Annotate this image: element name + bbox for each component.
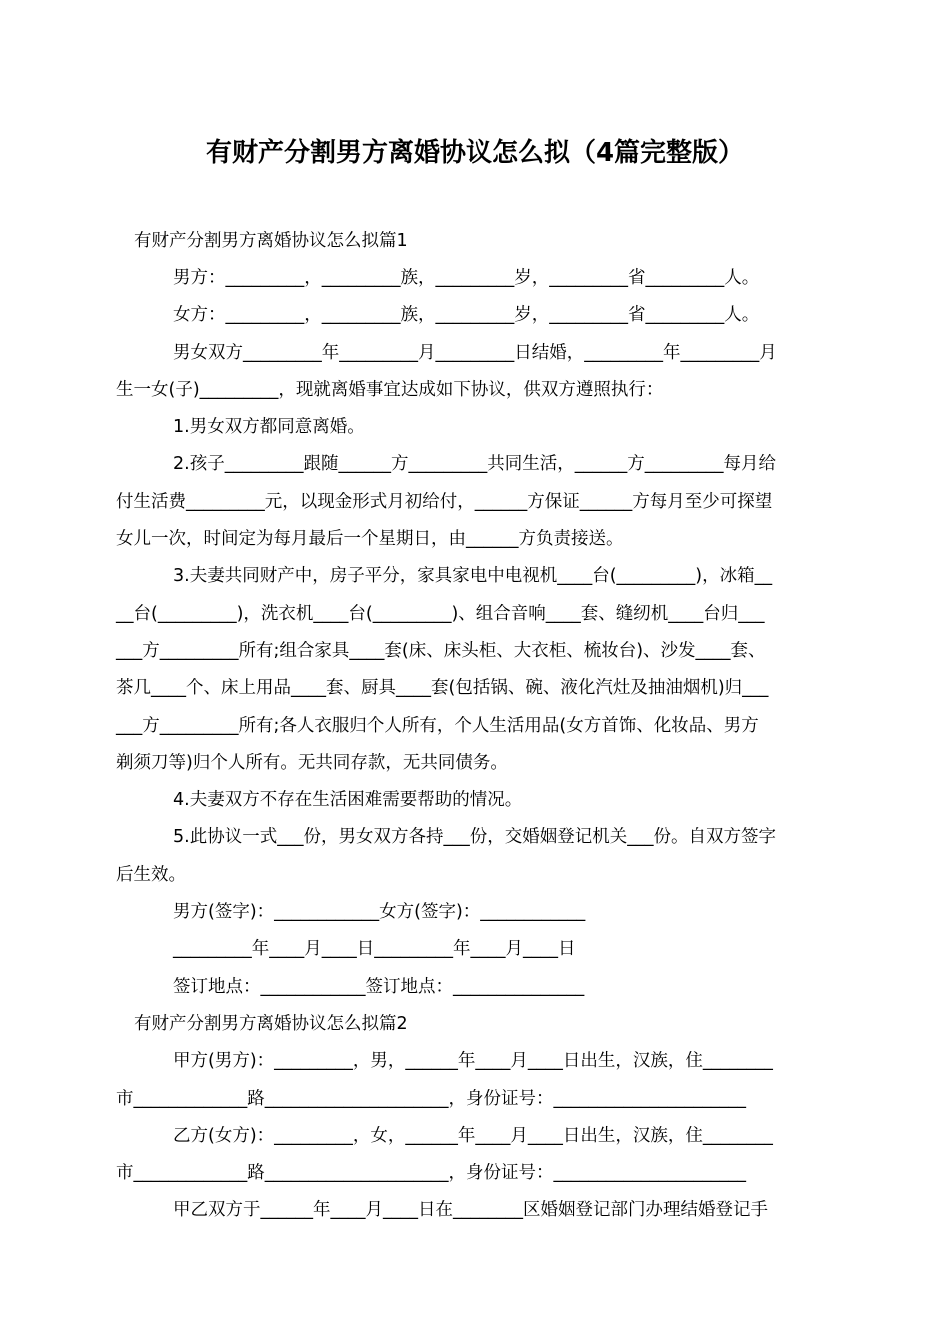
paragraph-line: 女儿一次，时间定为每月最后一个星期日，由______方负责接送。 — [116, 529, 624, 549]
paragraph-line: 剃须刀等)归个人所有。无共同存款，无共同债务。 — [116, 753, 508, 773]
document-title: 有财产分割男方离婚协议怎么拟（4篇完整版） — [205, 138, 745, 168]
paragraph-line: ___方_________所有;各人衣服归个人所有，个人生活用品(女方首饰、化妆品、男方 — [116, 716, 759, 736]
paragraph-line: ___方_________所有;组合家具____套(床、床头柜、大衣柜、梳妆台)、沙发____套、 — [116, 641, 766, 661]
paragraph-line: 3.夫妻共同财产中，房子平分，家具家电中电视机____台(_________)，冰箱__ — [173, 566, 773, 586]
paragraph-line: 市_____________路_____________________，身份证号：______________________ — [116, 1163, 746, 1183]
paragraph-line: 5.此协议一式___份，男女双方各持___份，交婚姻登记机关___份。自双方签字 — [173, 827, 776, 847]
signature-line: 男方(签字)：____________女方(签字)：____________ — [173, 902, 586, 922]
paragraph-line: 女方：_________，_________族，_________岁，_________省_________人。 — [173, 305, 760, 325]
paragraph-line: 市_____________路_____________________，身份证号：______________________ — [116, 1089, 746, 1109]
paragraph-line: __台(_________)，洗衣机____台(_________)、组合音响____套、缝纫机____台归___ — [116, 604, 765, 624]
section-heading-2: 有财产分割男方离婚协议怎么拟篇2 — [134, 1014, 408, 1034]
paragraph-line: 甲乙双方于______年____月____日在________区婚姻登记部门办理结婚登记手 — [173, 1200, 768, 1220]
paragraph-line: 付生活费_________元，以现金形式月初给付，______方保证______方每月至少可探望 — [116, 492, 773, 512]
paragraph-line: 男女双方_________年_________月_________日结婚，_________年_________月 — [173, 343, 777, 363]
paragraph-line: 男方：_________，_________族，_________岁，_________省_________人。 — [173, 268, 760, 288]
section-heading-1: 有财产分割男方离婚协议怎么拟篇1 — [134, 231, 408, 251]
paragraph-line: 后生效。 — [116, 865, 186, 885]
paragraph-line: 生一女(子)_________，现就离婚事宜达成如下协议，供双方遵照执行： — [116, 380, 664, 400]
date-line: _________年____月____日_________年____月____日 — [173, 939, 576, 959]
paragraph-line: 乙方(女方)：_________，女，______年____月____日出生，汉族，住________ — [173, 1126, 773, 1146]
paragraph-line: 1.男女双方都同意离婚。 — [173, 417, 365, 437]
location-line: 签订地点：____________签订地点：_______________ — [173, 977, 585, 997]
paragraph-line: 4.夫妻双方不存在生活困难需要帮助的情况。 — [173, 790, 523, 810]
paragraph-line: 2.孩子_________跟随______方_________共同生活，______方_________每月给 — [173, 454, 776, 474]
paragraph-line: 甲方(男方)：_________，男，______年____月____日出生，汉族，住________ — [173, 1051, 773, 1071]
paragraph-line: 茶几____个、床上用品____套、厨具____套(包括锅、碗、液化汽灶及抽油烟机)归___ — [116, 678, 769, 698]
